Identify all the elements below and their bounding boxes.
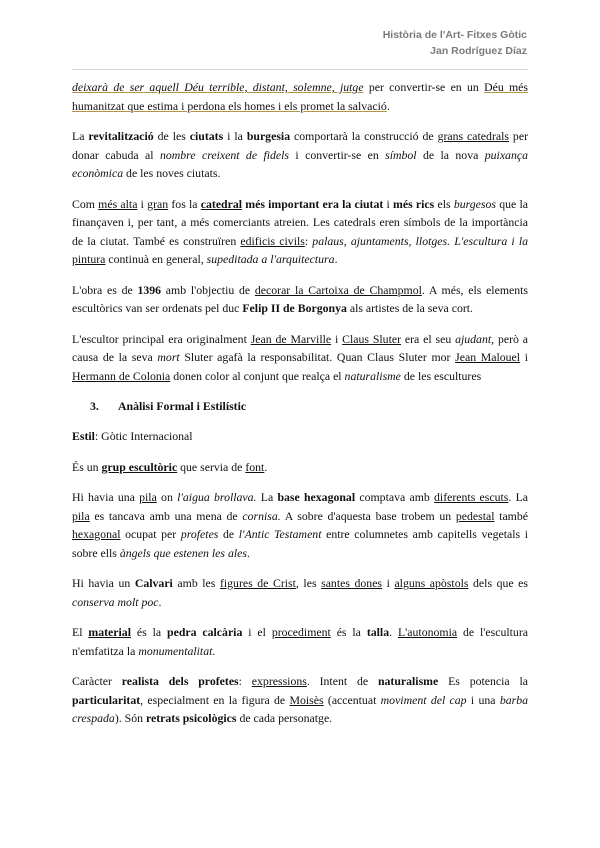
- text-span: catedral: [200, 196, 243, 211]
- text-span: És un: [72, 459, 102, 474]
- text-span: Jean de Marville: [250, 331, 332, 346]
- text-span: deixarà de ser aquell Déu terrible, distant, solemne, jutge: [72, 80, 364, 94]
- text-span: moviment del cap: [380, 692, 467, 707]
- text-span: amb les: [172, 576, 220, 590]
- paragraph-calvari: [72, 574, 528, 611]
- text-span: A sobre d'aquesta base trobem un: [280, 508, 456, 523]
- text-span: és la: [130, 625, 168, 639]
- text-span: grans catedrals: [437, 129, 509, 143]
- text-span: comportarà la construcció de: [290, 129, 438, 143]
- text-span: Moisès: [289, 692, 324, 707]
- text-span: alguns apòstols: [394, 576, 469, 590]
- text-span: cornisa.: [242, 508, 281, 523]
- text-span: mort: [157, 350, 180, 364]
- text-span: particularitat: [72, 692, 141, 707]
- text-span: de les noves ciutats.: [123, 166, 221, 180]
- text-span: de les: [153, 129, 190, 143]
- text-span: amb l'objectiu de: [161, 282, 255, 297]
- text-span: .: [386, 98, 390, 113]
- text-span: .: [334, 252, 338, 266]
- text-span: i una: [466, 692, 500, 707]
- text-span: que servia de: [177, 459, 246, 474]
- text-span: naturalisme: [344, 368, 401, 383]
- text-span: Hi havia una: [72, 490, 140, 504]
- text-span: figures de Crist: [219, 576, 296, 590]
- document-author: Jan Rodríguez Díaz: [430, 45, 527, 57]
- text-span: base hexagonal: [277, 490, 356, 504]
- text-span: .: [389, 625, 398, 639]
- text-span: pedra calcària: [167, 625, 243, 639]
- text-span: de cada personatge.: [236, 711, 333, 725]
- text-span: burgesia: [246, 129, 291, 143]
- text-span: revitalització: [88, 129, 154, 143]
- text-span: més alta: [98, 196, 138, 211]
- text-span: L'autonomia: [397, 625, 458, 639]
- text-span: l'Antic Testament: [238, 527, 322, 541]
- text-span: Déu més humanitzat que estima i perdona els homes i els promet la salvació: [72, 80, 528, 113]
- text-span: Felip II de Borgonya: [242, 301, 347, 315]
- text-span: naturalisme: [377, 674, 439, 688]
- text-span: per convertir-se en un: [363, 80, 485, 94]
- text-span: 1396: [137, 282, 162, 297]
- text-span: procediment: [271, 625, 331, 639]
- text-span: .: [158, 594, 162, 609]
- text-span: .: [246, 545, 250, 560]
- text-span: Caràcter: [72, 674, 122, 688]
- text-span: L'escultor principal era originalment: [72, 331, 251, 346]
- text-span: monumentalitat: [138, 643, 213, 658]
- text-span: els: [434, 196, 454, 211]
- text-span: pintura: [72, 252, 106, 266]
- paragraph-estil: [72, 427, 528, 446]
- text-span: decorar la Cartoixa de Champmol: [254, 282, 422, 297]
- text-span: era el seu: [401, 331, 456, 346]
- text-span: comptava amb: [355, 490, 435, 504]
- text-span: Calvari: [134, 576, 173, 590]
- paragraph-material: [72, 623, 528, 660]
- text-span: ). Són: [114, 711, 146, 725]
- text-span: per donar cabuda al: [72, 129, 528, 162]
- text-span: també: [494, 508, 528, 523]
- text-span: palaus, ajuntaments, llotges. L'escultura i la: [312, 233, 528, 248]
- text-span: de les escultures: [400, 368, 482, 383]
- text-span: fos la: [168, 196, 201, 211]
- text-span: de la nova: [416, 147, 485, 162]
- section-title: Anàlisi Formal i Estilístic: [118, 399, 247, 413]
- text-span: i: [520, 350, 529, 364]
- document-title: Història de l'Art- Fitxes Gòtic: [382, 29, 527, 41]
- text-span: i la: [223, 129, 247, 143]
- paragraph-escultor: [72, 330, 528, 386]
- text-span: i convertir-se en: [289, 147, 386, 162]
- text-span: , especialment en la figura de: [140, 692, 290, 707]
- text-span: : Gòtic Internacional: [94, 429, 193, 443]
- text-span: realista dels profetes: [121, 674, 239, 688]
- text-span: i: [383, 196, 394, 211]
- paragraph-revitalitzacio: [72, 127, 528, 183]
- text-span: El: [72, 625, 89, 639]
- text-span: entre columnetes amb capitells vegetals i sobre ells: [72, 527, 528, 560]
- text-span: on: [156, 490, 178, 504]
- paragraph-pila: [72, 488, 528, 562]
- text-span: .: [212, 643, 216, 658]
- text-span: i: [331, 331, 343, 346]
- text-span: (accentuat: [323, 692, 381, 707]
- text-span: més important era la ciutat: [245, 196, 384, 211]
- section-number: 3.: [90, 399, 99, 413]
- text-span: talla: [366, 625, 390, 639]
- paragraph-catedral: [72, 195, 528, 269]
- text-span: pila: [139, 490, 157, 504]
- text-span: símbol: [385, 147, 417, 162]
- text-span: La: [256, 490, 278, 504]
- text-span: ocupat per: [120, 527, 181, 541]
- paragraph-grup: [72, 458, 528, 477]
- text-span: i: [382, 576, 395, 590]
- paragraph-caracter: [72, 672, 528, 728]
- text-span: Estil: [72, 429, 95, 443]
- document-body: [72, 78, 528, 740]
- text-span: edificis civils: [240, 233, 305, 248]
- text-span: Es potencia la: [438, 674, 528, 688]
- text-span: santes dones: [321, 576, 383, 590]
- text-span: conserva molt poc: [72, 594, 159, 609]
- text-span: Hermann de Colonia: [72, 368, 171, 383]
- text-span: .: [264, 459, 268, 474]
- text-span: . Intent de: [306, 674, 378, 688]
- text-span: als artistes de la seva cort.: [346, 301, 474, 315]
- text-span: L'obra es de: [72, 282, 138, 297]
- text-span: material: [88, 625, 131, 639]
- text-span: pedestal: [455, 508, 495, 523]
- text-span: . A més, els elements escultòrics van ser ordenats pel duc: [72, 282, 528, 315]
- text-span: La: [72, 129, 89, 143]
- paragraph-obra: [72, 281, 528, 318]
- text-span: Jean Malouel: [455, 350, 521, 364]
- text-span: de l'escultura n'emfatitza la: [72, 625, 528, 658]
- text-span: grup escultòric: [101, 459, 178, 474]
- page-header: [383, 27, 527, 59]
- text-span: , les: [295, 576, 322, 590]
- text-span: barba crespada: [72, 692, 528, 725]
- text-span: Com: [72, 196, 99, 211]
- header-divider: [72, 69, 528, 70]
- text-span: :: [238, 674, 252, 688]
- section-heading: [72, 397, 528, 415]
- text-span: burgesos: [453, 196, 496, 211]
- text-span: i: [137, 196, 148, 211]
- text-span: donen color al conjunt que realça el: [170, 368, 345, 383]
- text-span: gran: [147, 196, 169, 211]
- text-span: dels que es: [468, 576, 529, 590]
- text-span: expressions: [251, 674, 307, 688]
- text-span: pila: [72, 508, 90, 523]
- text-span: Sluter agafà la responsabilitat. Quan Claus Sluter mor: [179, 350, 456, 364]
- text-span: , però a causa de la seva: [72, 331, 528, 364]
- text-span: :: [304, 233, 313, 248]
- text-span: Hi havia un: [72, 576, 135, 590]
- text-span: Claus Sluter: [342, 331, 402, 346]
- text-span: l'aigua brollava.: [177, 490, 257, 504]
- text-span: ciutats: [189, 129, 224, 143]
- text-span: diferents escuts: [434, 490, 509, 504]
- text-span: àngels que estenen les ales: [119, 545, 247, 560]
- text-span: més rics: [393, 196, 435, 211]
- text-span: continuà en general,: [105, 252, 207, 266]
- text-span: puixança econòmica: [72, 147, 528, 180]
- text-span: es tancava amb una mena de: [89, 508, 243, 523]
- text-span: és la: [330, 625, 367, 639]
- text-span: supeditada a l'arquitectura: [206, 252, 335, 266]
- text-span: . La: [508, 490, 529, 504]
- text-span: i el: [242, 625, 272, 639]
- text-span: de: [218, 527, 239, 541]
- text-span: font: [245, 459, 265, 474]
- text-span: que la finançaven i, per tant, a més comerciants atreien. Les catedrals eren símbols de la importància de la ciutat. També es construïren: [72, 196, 528, 248]
- text-span: ajudant: [455, 331, 492, 346]
- text-span: profetes: [180, 527, 219, 541]
- paragraph-deu: [72, 78, 528, 115]
- text-span: hexagonal: [72, 527, 121, 541]
- text-span: nombre creixent de fidels: [159, 147, 290, 162]
- text-span: retrats psicològics: [145, 711, 237, 725]
